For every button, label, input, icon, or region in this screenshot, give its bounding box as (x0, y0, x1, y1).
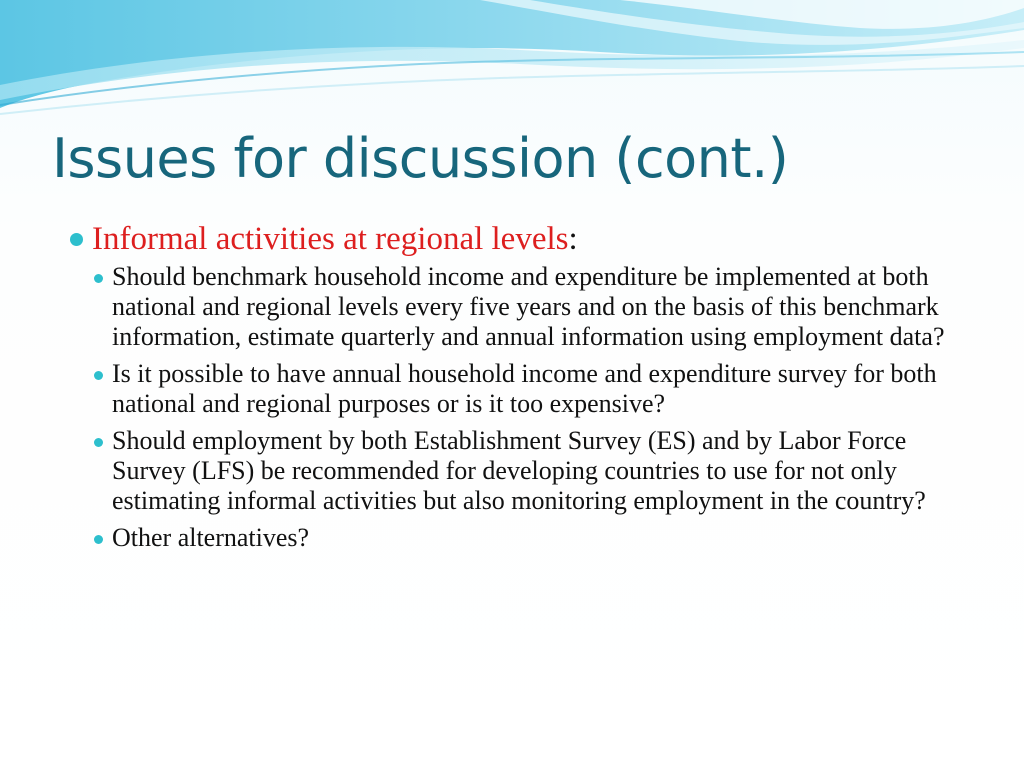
bullet-informal-activities (70, 218, 970, 260)
sub-bullet-dot (94, 371, 103, 380)
bullet-heading-colon: : (568, 221, 578, 257)
sub-bullet-other-alternatives (84, 523, 970, 553)
slide-body (70, 218, 970, 560)
sub-bullet-text: Should employment by both Establishment Survey (ES) and by Labor Force Survey (LFS) be recommended for developing countries to use for not only estimating informal activities but also monitoring employment in the country? (112, 426, 926, 515)
bullet-heading-text: Informal activities at regional levels (92, 221, 569, 257)
bullet-dot (70, 233, 83, 246)
slide-title: Issues for discussion (cont.) (52, 127, 789, 190)
sub-bullet-employment-surveys (84, 426, 970, 516)
sub-bullet-benchmark-survey (84, 262, 970, 352)
sub-bullet-annual-survey (84, 359, 970, 419)
sub-bullet-list (84, 262, 970, 553)
sub-bullet-dot (94, 535, 103, 544)
sub-bullet-dot (94, 274, 103, 283)
sub-bullet-dot (94, 438, 103, 447)
header-wave-decoration (0, 0, 1024, 130)
sub-bullet-text: Is it possible to have annual household income and expenditure survey for both national and regional purposes or is it too expensive? (112, 359, 937, 418)
sub-bullet-text: Should benchmark household income and expenditure be implemented at both national and regional levels every five years and on the basis of this benchmark information, estimate quarterly and annual information using employment data? (112, 262, 945, 351)
sub-bullet-text: Other alternatives? (112, 523, 310, 552)
